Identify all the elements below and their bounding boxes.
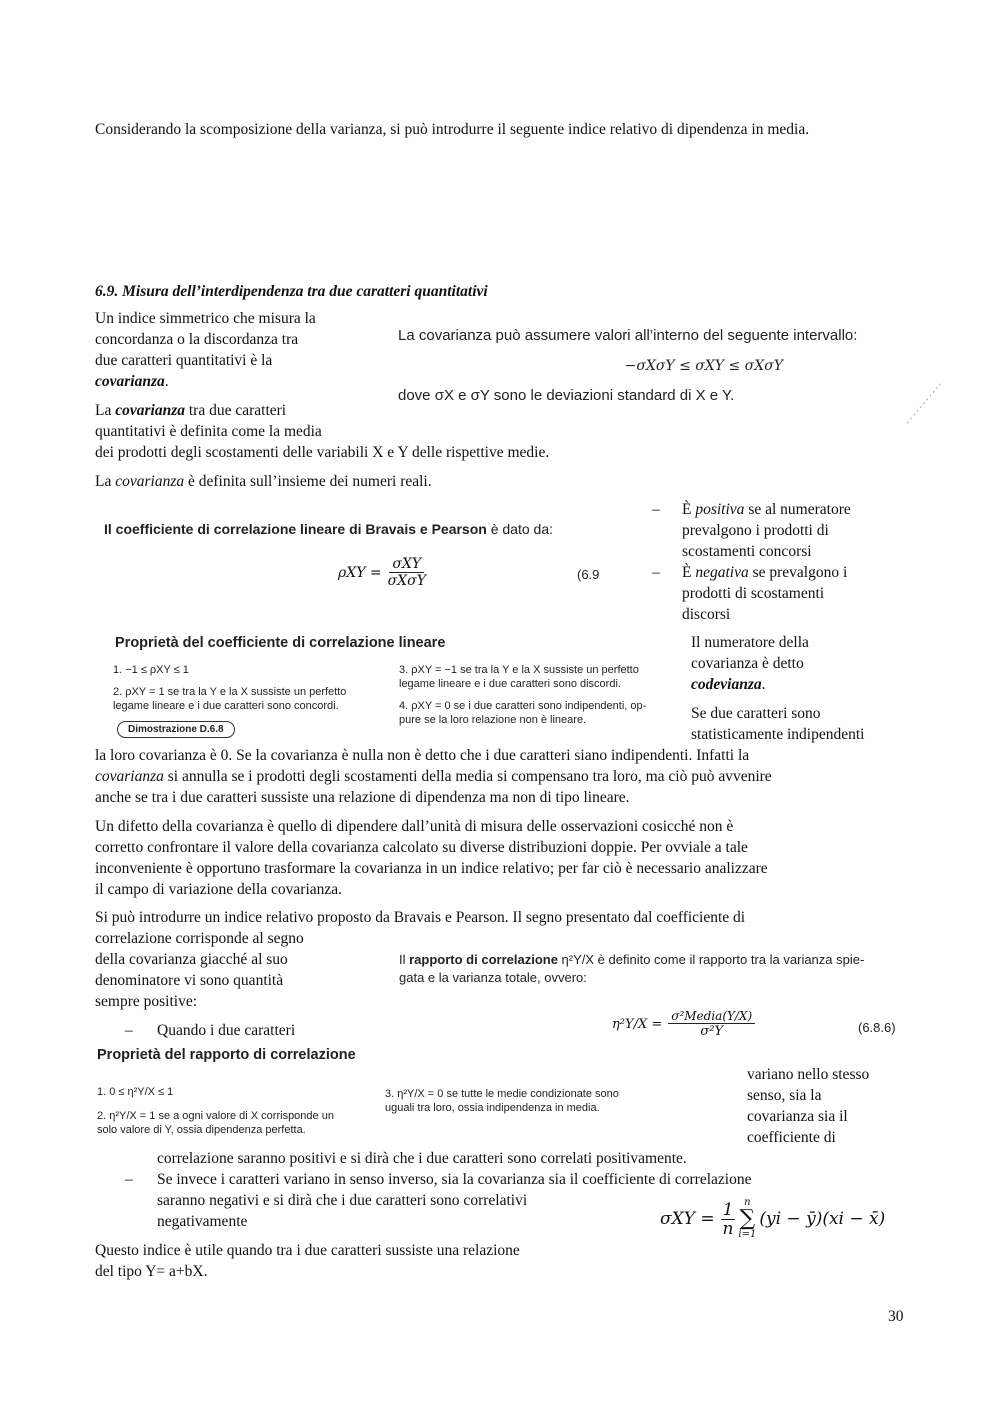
item2-c: se prevalgono i	[748, 564, 848, 581]
scan-interval-line2: dove σX e σY sono le deviazioni standard di X e Y.	[398, 387, 735, 404]
prop-ratio-3-line1: 3. η²Y/X = 0 se tutte le medie condizionate sono	[385, 1088, 619, 1100]
item1-term: positiva	[695, 501, 745, 518]
codevianza-tail: .	[761, 676, 766, 693]
list-dash: –	[652, 501, 660, 518]
item1-line3: scostamenti concorsi	[682, 543, 812, 560]
pearson-lhs: ρXY =	[338, 564, 382, 581]
ratio-lhs: η²Y/X =	[612, 1016, 663, 1032]
sign-list	[652, 499, 902, 625]
para1-line2: concordanza o la discordanza tra	[95, 331, 299, 348]
para1-line1: Un indice simmetrico che misura la	[95, 310, 316, 327]
item2-line3: discorsi	[682, 606, 731, 623]
prop-ratio-3-line2: uguali tra loro, ossia indipendenza in media.	[385, 1102, 600, 1114]
para6-line1: Si può introdurre un indice relativo proposto da Bravais e Pearson. Il segno presentato dal coefficiente di	[95, 909, 746, 926]
item2-a: È	[682, 564, 696, 581]
para6-line3: della covarianza giacché al suo	[95, 951, 288, 968]
prop-ratio-1: 1. 0 ≤ η²Y/X ≤ 1	[97, 1086, 174, 1098]
scan-props-ratio-title: Proprietà del rapporto di correlazione	[97, 1047, 356, 1063]
ratio-c: η²Y/X è definito come il rapporto tra la varianza spie-	[557, 952, 865, 967]
item1-line2: prevalgono i prodotti di	[682, 522, 829, 539]
pearson-numerator: σXY	[389, 556, 424, 573]
bullet3-line5: correlazione saranno positivi e si dirà che i due caratteri sono correlati positivamente.	[157, 1150, 687, 1167]
prop-corr-4-line1: 4. ρXY = 0 se i due caratteri sono indipendenti, op-	[399, 700, 647, 712]
ratio-fraction	[668, 1009, 755, 1039]
cov-fraction	[721, 1201, 736, 1238]
para5-line1: Un difetto della covarianza è quello di dipendere dall’unità di misura delle osservazioni cosicché non è	[95, 818, 734, 835]
para2-c: tra due caratteri	[184, 402, 287, 419]
page-number: 30	[888, 1308, 904, 1325]
cov-lhs: σXY =	[660, 1209, 715, 1229]
scan-props-corr-right	[399, 663, 679, 727]
item1-c: se al numeratore	[744, 501, 851, 518]
para6-line4: denominatore vi sono quantità	[95, 972, 284, 989]
item2-term: negativa	[695, 564, 749, 581]
para7-line2: del tipo Y= a+bX.	[95, 1263, 208, 1280]
para2-line3: dei prodotti degli scostamenti delle variabili X e Y delle rispettive medie.	[95, 444, 550, 461]
list-dash: –	[125, 1171, 133, 1188]
paragraph-independence	[691, 703, 906, 745]
scan-covariance-interval	[398, 326, 928, 406]
para6-line5: sempre positive:	[95, 993, 198, 1010]
ratio-formula	[612, 1009, 755, 1039]
item2-line2: prodotti di scostamenti	[682, 585, 825, 602]
paragraph-linear-relation	[95, 1240, 635, 1282]
bullet3-line3: covarianza sia il	[747, 1108, 848, 1125]
para1-line3: due caratteri quantitativi è la	[95, 352, 273, 369]
codevianza-line2: covarianza è detto	[691, 655, 804, 672]
ratio-line2: gata e la varianza totale, ovvero:	[399, 970, 587, 985]
item1-a: È	[682, 501, 696, 518]
para5-line4: il campo di variazione della covarianza.	[95, 881, 343, 898]
bullet4-line2: saranno negativi e si dirà che i due caratteri sono correlativi	[157, 1192, 528, 1209]
sum-operator	[738, 1198, 756, 1240]
ratio-eq-number: (6.8.6)	[858, 1020, 896, 1035]
para5-line2: corretto confrontare il valore della covarianza calcolato su diverse distribuzioni doppie. Per ovviale a tale	[95, 839, 748, 856]
bullet3-line2: senso, sia la	[747, 1087, 822, 1104]
bullet3-line4: coefficiente di	[747, 1129, 836, 1146]
paragraph-zero-covariance	[95, 745, 915, 808]
cov-frac-den: n	[722, 1218, 734, 1239]
paragraph-covariance-intro	[95, 308, 395, 392]
list-dash: –	[125, 1022, 133, 1039]
pearson-title: Il coefficiente di correlazione lineare di Bravais e Pearson	[104, 521, 487, 537]
codevianza-line1: Il numeratore della	[691, 634, 809, 651]
para6-line2: correlazione corrisponde al segno	[95, 930, 304, 947]
section-heading: 6.9. Misura dell’interdipendenza tra due caratteri quantitativi	[95, 283, 488, 300]
pearson-formula	[338, 556, 426, 589]
demonstration-badge	[117, 719, 235, 738]
pearson-title-tail: è dato da:	[486, 521, 553, 537]
pearson-fraction	[388, 556, 426, 589]
ratio-a: Il	[399, 952, 410, 967]
covarianza-term: covarianza	[95, 373, 165, 390]
ratio-denominator: σ²Y	[700, 1024, 724, 1039]
sum-top: n	[744, 1197, 751, 1208]
bullet3-continuation-right	[747, 1064, 917, 1148]
prop-ratio-2-line1: 2. η²Y/X = 1 se a ogni valore di X corrisponde un	[97, 1110, 334, 1122]
scan-props-ratio-left	[97, 1085, 382, 1137]
sigma-symbol: ∑	[739, 1206, 756, 1231]
pearson-eq-number: (6.9	[577, 567, 600, 582]
ratio-numerator: σ²Media(Y/X)	[668, 1009, 755, 1024]
para5-line3: inconveniente è opportuno trasformare la covarianza in un indice relativo; per far ciò è necessario analizzare	[95, 860, 768, 877]
para7-line1: Questo indice è utile quando tra i due caratteri sussiste una relazione	[95, 1242, 520, 1259]
paragraph-covariance-domain	[95, 471, 432, 492]
para4-line1: la loro covarianza è 0. Se la covarianza è nulla non è detto che i due caratteri siano indipendenti. Infatti la	[95, 747, 750, 764]
list-item	[652, 562, 902, 625]
para2-a: La	[95, 402, 116, 419]
scan-props-corr-left	[113, 663, 388, 713]
bullet4-line3: negativamente	[157, 1213, 248, 1230]
paragraph-covariance-definition	[95, 400, 715, 463]
para3-a: La	[95, 473, 116, 490]
cov-frac-num: 1	[722, 1199, 734, 1220]
prop-corr-2-line2: legame lineare e i due caratteri sono concordi.	[113, 700, 339, 712]
indep-line2: statisticamente indipendenti	[691, 726, 865, 743]
prop-corr-4-line2: pure se la loro relazione non è lineare.	[399, 714, 587, 726]
scan-props-corr-title: Proprietà del coefficiente di correlazione lineare	[115, 635, 446, 651]
para4-line2-rest: si annulla se i prodotti degli scostamenti della media si compensano tra loro, ma ciò può avvenire	[163, 768, 772, 785]
indep-line1: Se due caratteri sono	[691, 705, 821, 722]
scan-props-ratio-right	[385, 1087, 645, 1115]
ratio-term: rapporto di correlazione	[409, 952, 558, 967]
bullet3-line1: variano nello stesso	[747, 1066, 870, 1083]
para2-term: covarianza	[115, 402, 185, 419]
paragraph-codevianza	[691, 632, 901, 695]
prop-corr-3-line2: legame lineare e i due caratteri sono discordi.	[399, 678, 621, 690]
para4-term: covarianza	[95, 768, 164, 785]
paragraph-covariance-drawback	[95, 816, 915, 900]
pearson-denominator: σXσY	[387, 573, 426, 589]
covariance-formula	[660, 1198, 885, 1240]
demonstration-label: Dimostrazione D.6.8	[117, 721, 235, 738]
para3-c: è definita sull’insieme dei numeri reali.	[184, 473, 432, 490]
list-item	[652, 499, 902, 562]
para4-line3: anche se tra i due caratteri sussiste una relazione di dipendenza ma non di tipo lineare.	[95, 789, 630, 806]
prop-ratio-2-line2: solo valore di Y, ossia dipendenza perfetta.	[97, 1124, 306, 1136]
prop-corr-3-line1: 3. ρXY = −1 se tra la Y e la X sussiste un perfetto	[399, 664, 639, 676]
codevianza-term: codevianza	[691, 676, 762, 693]
interval-formula: −σXσY ≤ σXY ≤ σXσY	[624, 358, 783, 374]
scan-pearson-definition	[104, 521, 604, 537]
scan-ratio-definition	[399, 951, 909, 987]
intro-paragraph: Considerando la scomposizione della varianza, si può introdurre il seguente indice relativo di dipendenza in media.	[95, 121, 810, 138]
bullet4-line1: Se invece i caratteri variano in senso inverso, sia la covarianza sia il coefficiente di correlazione	[157, 1171, 752, 1188]
para2-line2: quantitativi è definita come la media	[95, 423, 322, 440]
para1-tail: .	[164, 373, 169, 390]
para1-line4	[95, 371, 395, 392]
prop-corr-1: 1. −1 ≤ ρXY ≤ 1	[113, 664, 189, 676]
bullet3-start: Quando i due caratteri	[157, 1022, 296, 1039]
cov-body: (yi − ȳ)(xi − x̄)	[759, 1209, 886, 1229]
list-dash: –	[652, 564, 660, 581]
prop-corr-2-line1: 2. ρXY = 1 se tra la Y e la X sussiste un perfetto	[113, 686, 347, 698]
list-item	[95, 1020, 295, 1041]
sum-bottom: i=1	[738, 1229, 757, 1240]
para3-term: covarianza	[115, 473, 185, 490]
scan-artifact-mark	[905, 378, 945, 426]
scan-interval-line1: La covarianza può assumere valori all’interno del seguente intervallo:	[398, 327, 858, 344]
